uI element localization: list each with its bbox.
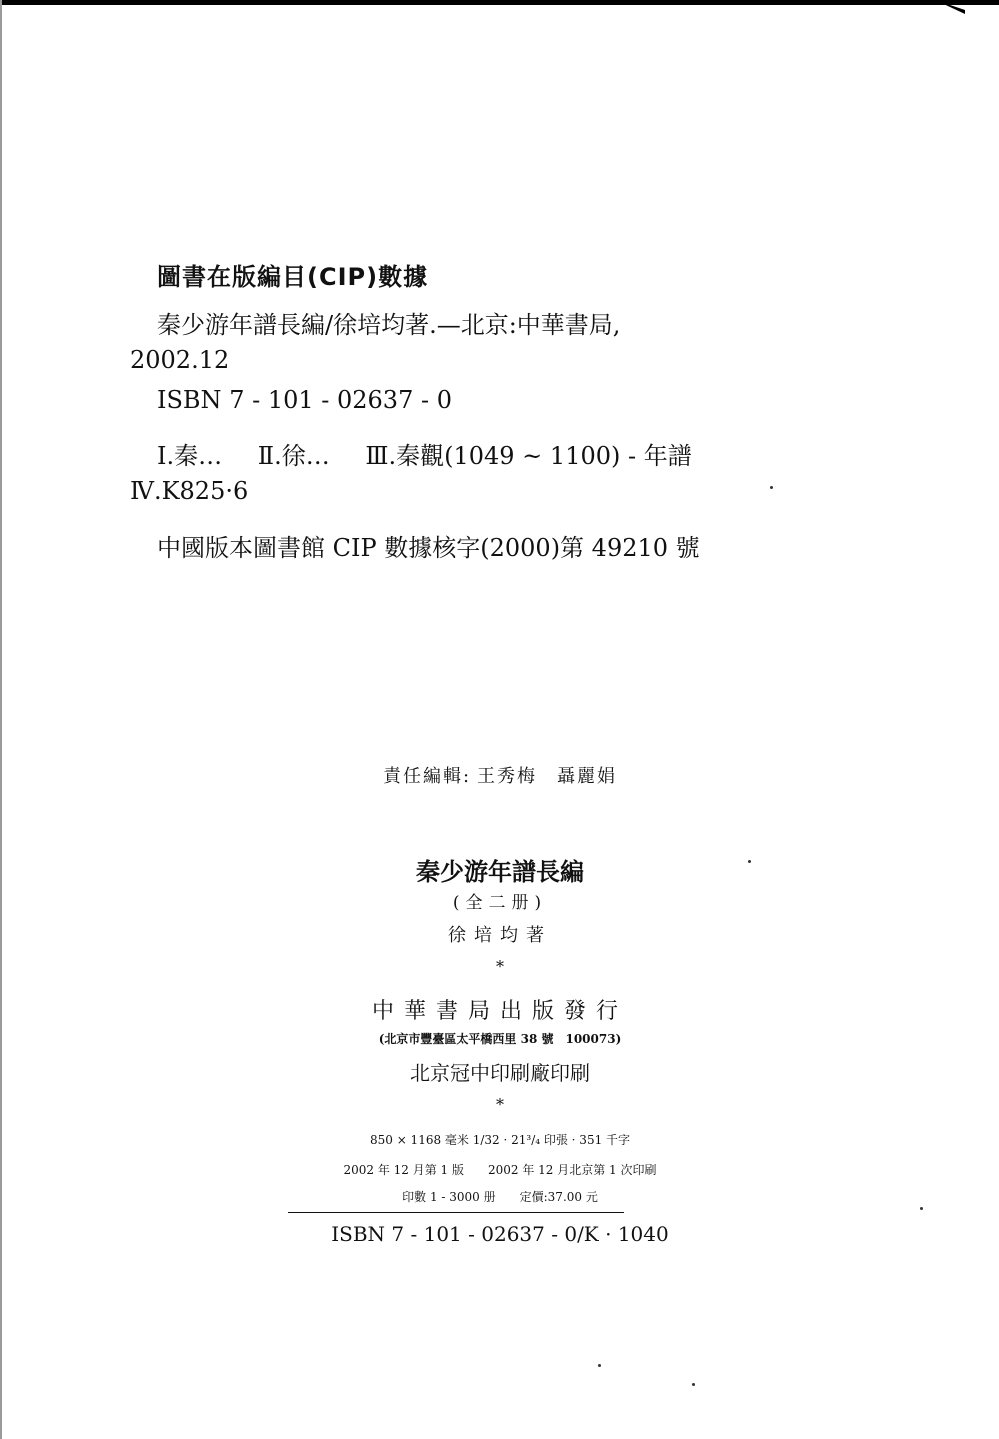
printer: 北京冠中印刷廠印刷 <box>410 1061 590 1085</box>
cip-subject-1: Ⅰ.秦… <box>157 442 223 470</box>
print-specs: 850 × 1168 毫米 1/32 · 21³/₄ 印張 · 351 千字 <box>369 1133 631 1147</box>
publisher: 中華書局出版發行 <box>371 999 628 1024</box>
editors-label: 責任編輯: <box>382 766 472 787</box>
scan-left-edge <box>0 0 2 1439</box>
cip-subject-line <box>157 436 720 471</box>
scan-speck <box>598 1364 601 1367</box>
scan-speck <box>770 486 773 489</box>
cip-date-line: 2002.12 <box>130 346 230 374</box>
cip-isbn-line: ISBN 7 - 101 - 02637 - 0 <box>157 386 452 414</box>
separator-asterisk: * <box>496 957 504 976</box>
print-run-price: 印數 1 - 3000 册 定價:37.00 元 <box>402 1190 598 1204</box>
editors-names: 王秀梅 聶麗娟 <box>477 766 618 787</box>
cip-subject-2: Ⅱ.徐… <box>257 442 330 470</box>
isbn-full: ISBN 7 - 101 - 02637 - 0/K · 1040 <box>331 1222 669 1246</box>
cip-record-line: 中國版本圖書館 CIP 數據核字(2000)第 49210 號 <box>157 534 700 562</box>
separator-asterisk: * <box>496 1095 504 1114</box>
cip-subject-3: Ⅲ.秦觀(1049 ~ 1100) - 年譜 <box>365 442 692 470</box>
author-credit: 徐培均著 <box>448 925 552 946</box>
responsible-editors <box>140 762 860 788</box>
publisher-address: (北京市豐臺區太平橋西里 38 號 100073) <box>378 1032 622 1046</box>
volume-count: (全二册) <box>452 893 548 913</box>
cip-classification: Ⅳ.K825·6 <box>130 477 249 505</box>
cip-title-line: 秦少游年譜長編/徐培均著.—北京:中華書局, <box>157 311 621 339</box>
scan-corner-mark <box>935 0 965 14</box>
scan-speck <box>920 1207 923 1210</box>
edition-info: 2002 年 12 月第 1 版 2002 年 12 月北京第 1 次印刷 <box>343 1163 657 1177</box>
cip-heading: 圖書在版編目(CIP)數據 <box>157 263 429 291</box>
divider-rule <box>288 1212 624 1213</box>
scan-top-edge <box>0 0 999 5</box>
scan-speck <box>692 1383 695 1386</box>
book-title: 秦少游年譜長編 <box>416 858 584 886</box>
